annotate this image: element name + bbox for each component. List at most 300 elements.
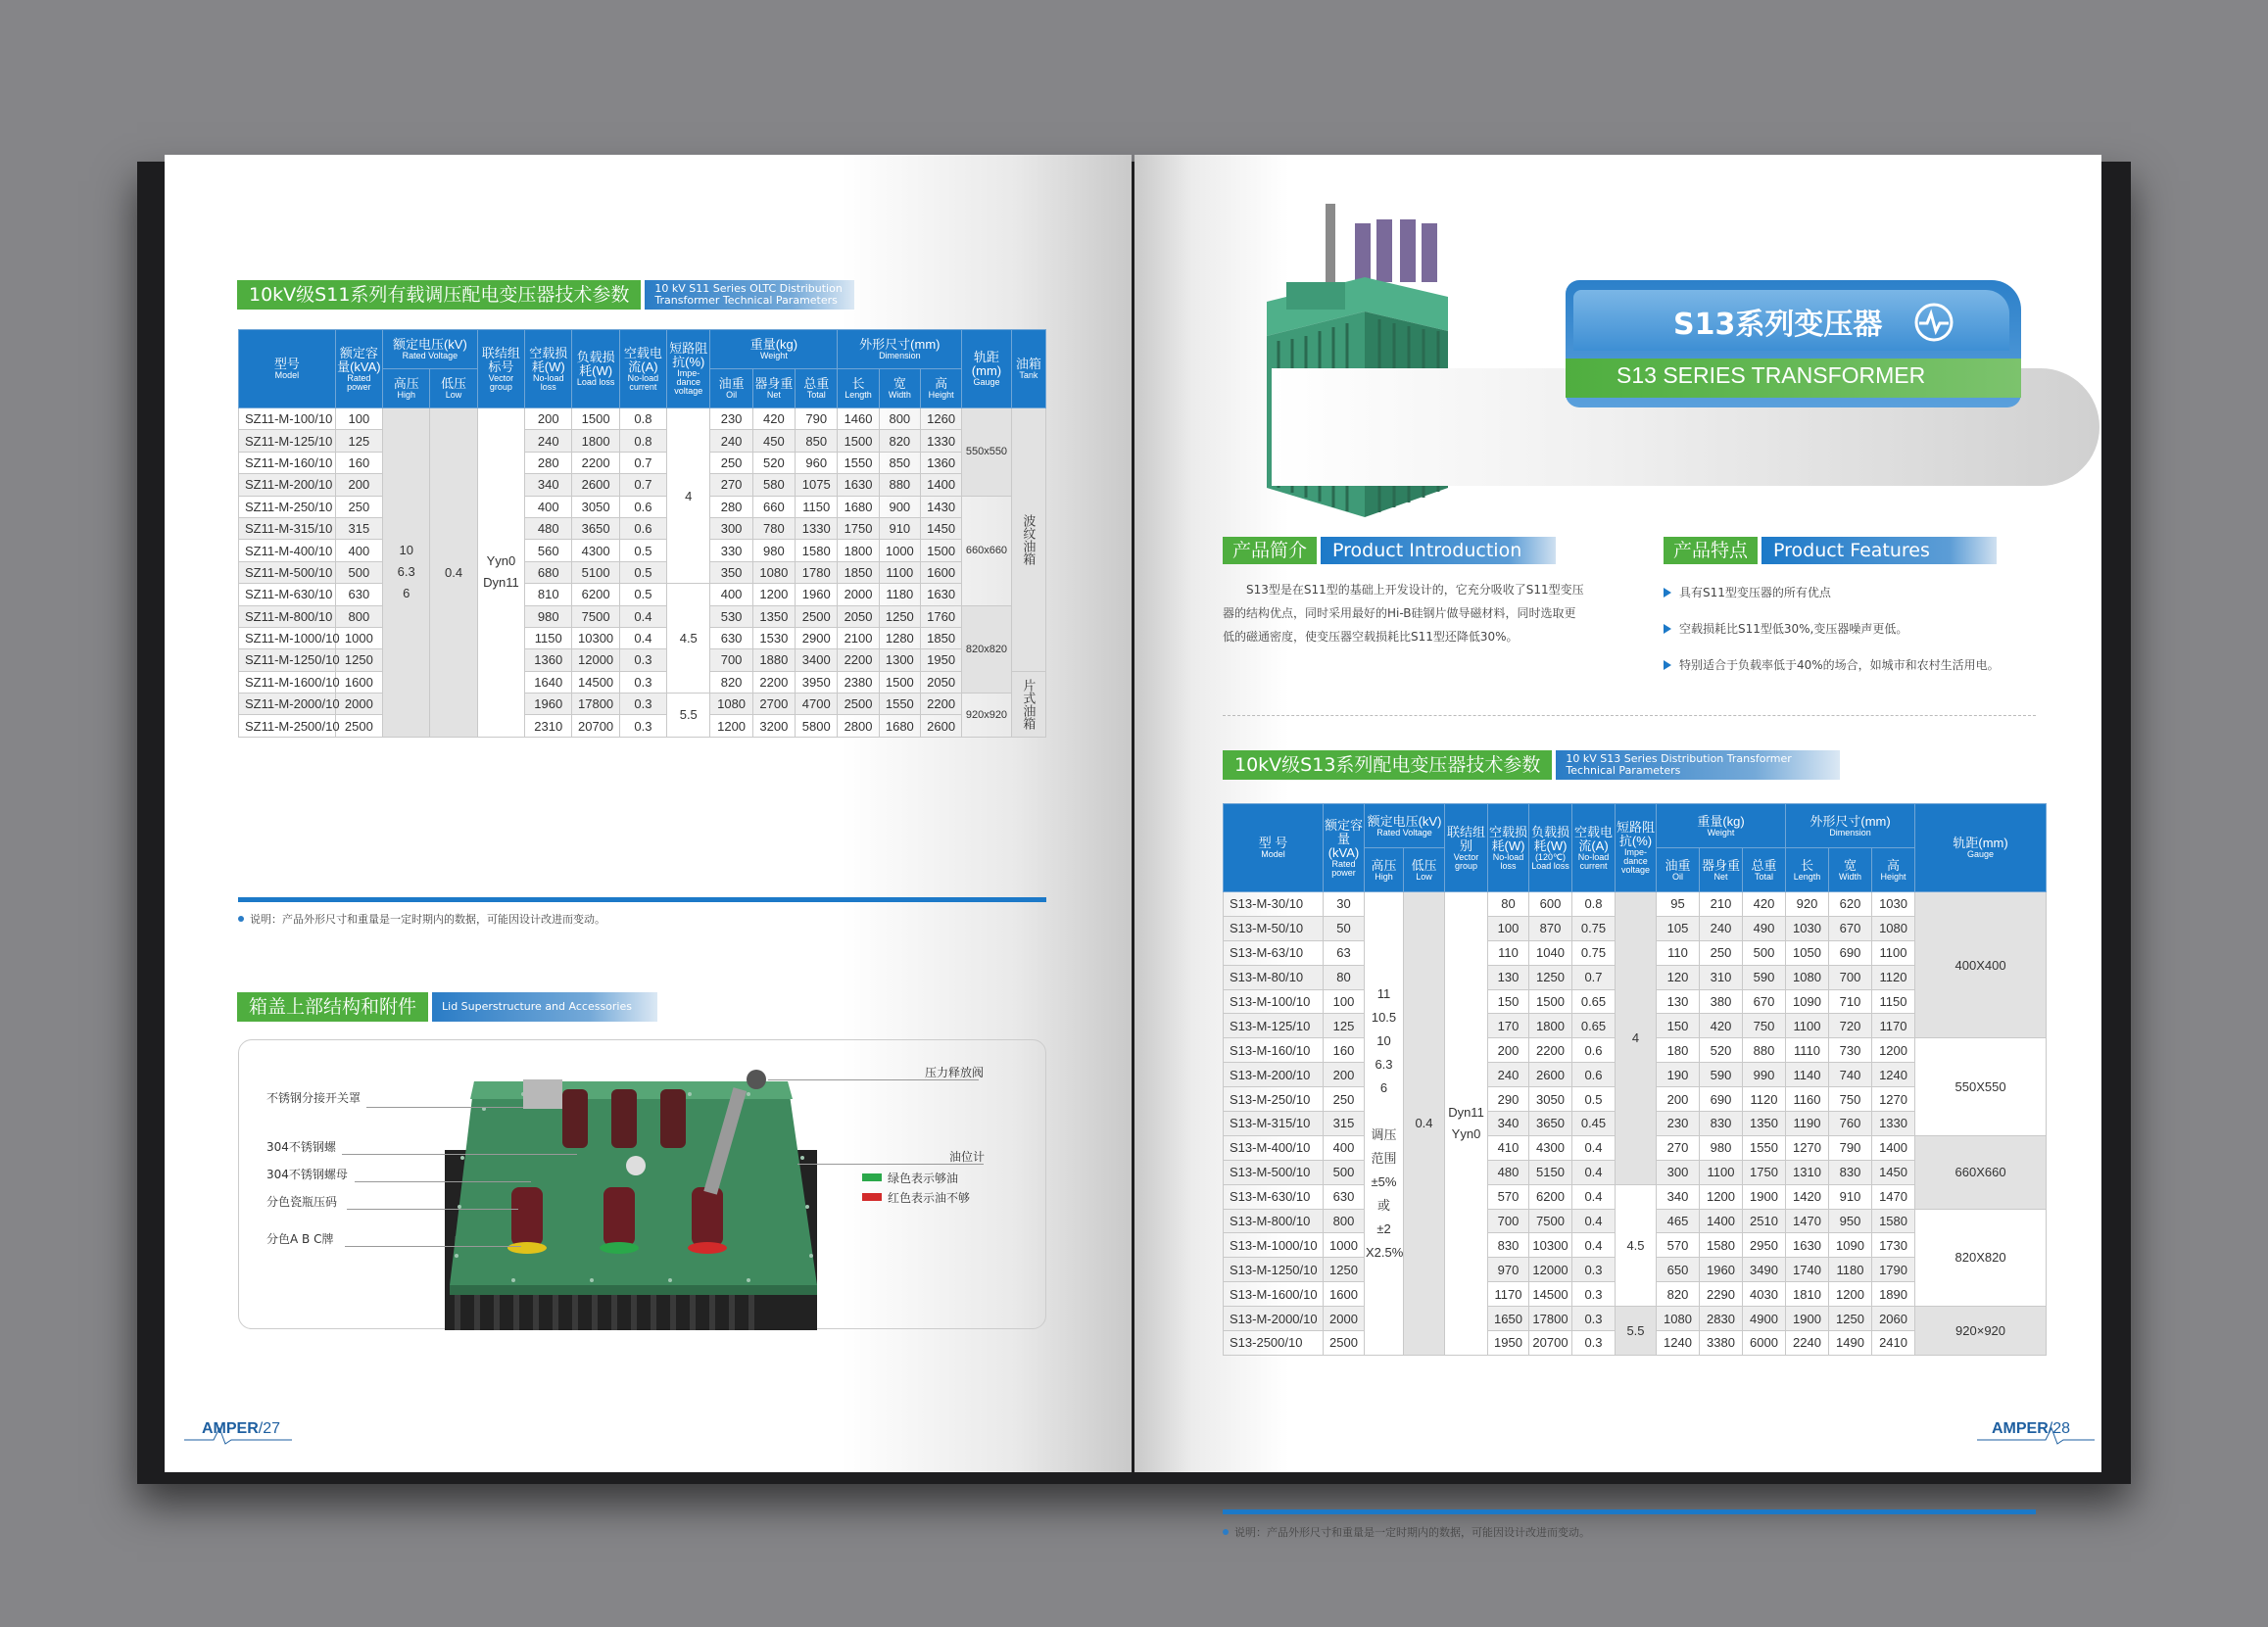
value-cell: 1450 (1872, 1160, 1915, 1184)
noload-current-cell: 0.3 (619, 715, 666, 737)
s11-h-gauge: 轨距(mm) Gauge (962, 330, 1011, 408)
capacity-cell: 800 (1324, 1209, 1365, 1233)
noload-loss-cell: 130 (1488, 965, 1529, 989)
s11-h-net: 器身重 Net (752, 369, 795, 408)
load-loss-cell: 1800 (572, 430, 619, 452)
capacity-cell: 250 (1324, 1087, 1365, 1112)
value-cell: 3950 (796, 671, 838, 693)
features-head (1664, 537, 1997, 564)
value-cell: 1280 (879, 627, 920, 648)
capacity-cell: 100 (1324, 989, 1365, 1014)
value-cell: 990 (1743, 1063, 1786, 1087)
s11-title-en: 10 kV S11 Series OLTC Distribution Transformer Technical Parameters (645, 280, 853, 310)
noload-current-cell: 0.6 (1572, 1038, 1616, 1063)
value-cell: 1300 (879, 649, 920, 671)
low-voltage-cell: 0.4 (1404, 892, 1445, 1356)
value-cell: 250 (710, 452, 752, 473)
capacity-cell: 800 (335, 605, 382, 627)
gauge-cell: 400X400 (1915, 892, 2047, 1038)
load-loss-cell: 2200 (1529, 1038, 1572, 1063)
s13-h-dimension: 外形尺寸(mm) Dimension (1786, 804, 1915, 848)
model-cell: SZ11-M-160/10 (239, 452, 336, 473)
value-cell: 1550 (1743, 1135, 1786, 1160)
noload-current-cell: 0.5 (619, 561, 666, 583)
tank-type-cell: 波纹油箱 (1011, 408, 1045, 672)
table-row (239, 540, 1046, 561)
table-row (239, 430, 1046, 452)
model-cell: S13-M-30/10 (1224, 892, 1324, 917)
label-oil-gauge: 油位计 (949, 1150, 986, 1164)
load-loss-cell: 2600 (1529, 1063, 1572, 1087)
impedance-cell: 4 (667, 408, 710, 584)
model-cell: SZ11-M-200/10 (239, 474, 336, 496)
capacity-cell: 125 (1324, 1014, 1365, 1038)
table-row (239, 517, 1046, 539)
capacity-cell: 200 (1324, 1063, 1365, 1087)
value-cell: 1470 (1786, 1209, 1829, 1233)
value-cell: 120 (1657, 965, 1700, 989)
value-cell: 820 (710, 671, 752, 693)
load-loss-cell: 2600 (572, 474, 619, 496)
gauge-cell: 920×920 (1915, 1307, 2047, 1356)
value-cell: 1400 (1700, 1209, 1743, 1233)
value-cell: 110 (1657, 940, 1700, 965)
model-cell: SZ11-M-250/10 (239, 496, 336, 517)
noload-loss-cell: 1150 (525, 627, 572, 648)
s13-h-oil: 油重 Oil (1657, 848, 1700, 892)
noload-loss-cell: 1170 (1488, 1282, 1529, 1307)
s11-h-high: 高压 High (383, 369, 430, 408)
label-nut304b: 304不锈钢螺母 (266, 1168, 348, 1181)
intro-head (1223, 537, 1556, 564)
gauge-cell: 920x920 (962, 694, 1011, 738)
value-cell: 2500 (838, 694, 879, 715)
s13-section-title (1223, 750, 1840, 780)
value-cell: 1240 (1657, 1331, 1700, 1356)
noload-current-cell: 0.3 (1572, 1307, 1616, 1331)
value-cell: 590 (1700, 1063, 1743, 1087)
value-cell: 620 (1829, 892, 1872, 917)
value-cell: 1680 (838, 496, 879, 517)
value-cell: 280 (710, 496, 752, 517)
noload-loss-cell: 240 (525, 430, 572, 452)
value-cell: 5800 (796, 715, 838, 737)
load-loss-cell: 10300 (572, 627, 619, 648)
noload-current-cell: 0.3 (1572, 1282, 1616, 1307)
s11-title-cn: 10kV级S11系列有载调压配电变压器技术参数 (237, 280, 641, 310)
value-cell: 1190 (1786, 1112, 1829, 1136)
gauge-cell: 660X660 (1915, 1135, 2047, 1209)
model-cell: S13-2500/10 (1224, 1331, 1324, 1356)
value-cell: 1530 (752, 627, 795, 648)
value-cell: 980 (752, 540, 795, 561)
table-row (239, 694, 1046, 715)
s11-h-current: 空载电流(A) No-load current (619, 330, 666, 408)
value-cell: 850 (879, 452, 920, 473)
capacity-cell: 30 (1324, 892, 1365, 917)
noload-current-cell: 0.45 (1572, 1112, 1616, 1136)
noload-loss-cell: 480 (1488, 1160, 1529, 1184)
capacity-cell: 500 (335, 561, 382, 583)
feature-item: 空载损耗比S11型低30%,变压器噪声更低。 (1664, 620, 1907, 637)
noload-current-cell: 0.6 (619, 517, 666, 539)
vector-group-cell: Yyn0 Dyn11 (477, 408, 524, 738)
capacity-cell: 50 (1324, 916, 1365, 940)
value-cell: 1750 (838, 517, 879, 539)
value-cell: 590 (1743, 965, 1786, 989)
load-loss-cell: 20700 (1529, 1331, 1572, 1356)
noload-current-cell: 0.3 (1572, 1258, 1616, 1282)
value-cell: 900 (879, 496, 920, 517)
noload-loss-cell: 80 (1488, 892, 1529, 917)
s13-h-vector: 联结组别 Vector group (1445, 804, 1488, 892)
value-cell: 1180 (879, 584, 920, 605)
s11-note-text: 说明：产品外形尺寸和重量是一定时期内的数据，可能因设计改进而变动。 (250, 913, 605, 926)
table-row (239, 671, 1046, 693)
footer-right (1992, 1420, 2070, 1438)
value-cell: 2050 (838, 605, 879, 627)
green-swatch (862, 1173, 882, 1181)
value-cell: 490 (1743, 916, 1786, 940)
value-cell: 1120 (1872, 965, 1915, 989)
value-cell: 830 (1700, 1112, 1743, 1136)
pulse-icon (1913, 302, 1954, 343)
noload-current-cell: 0.6 (619, 496, 666, 517)
red-swatch (862, 1193, 882, 1201)
noload-loss-cell: 1950 (1488, 1331, 1529, 1356)
value-cell: 1200 (710, 715, 752, 737)
value-cell: 950 (1829, 1209, 1872, 1233)
capacity-cell: 1250 (1324, 1258, 1365, 1282)
model-cell: SZ11-M-1250/10 (239, 649, 336, 671)
value-cell: 500 (1743, 940, 1786, 965)
value-cell: 1270 (1872, 1087, 1915, 1112)
model-cell: SZ11-M-400/10 (239, 540, 336, 561)
noload-current-cell: 0.3 (619, 694, 666, 715)
intro-paragraph: S13型是在S11型的基础上开发设计的，它充分吸收了S11型变压器的结构优点，同时采用最好的Hi-B硅钢片做导磁材料，同时选取更低的磁通密度，使变压器空载损耗比S11型还降低30%。 (1223, 583, 1584, 644)
noload-loss-cell: 1360 (525, 649, 572, 671)
value-cell: 420 (1700, 1014, 1743, 1038)
value-cell: 2200 (920, 694, 961, 715)
noload-loss-cell: 480 (525, 517, 572, 539)
value-cell: 1250 (879, 605, 920, 627)
value-cell: 350 (710, 561, 752, 583)
bullet-triangle-icon (1664, 588, 1671, 598)
value-cell: 1030 (1786, 916, 1829, 940)
noload-loss-cell: 1960 (525, 694, 572, 715)
value-cell: 1090 (1829, 1233, 1872, 1258)
capacity-cell: 500 (1324, 1160, 1365, 1184)
s13-h-impedance: 短路阻抗(%) Impe- dance voltage (1616, 804, 1657, 892)
value-cell: 1580 (1872, 1209, 1915, 1233)
value-cell: 1630 (920, 584, 961, 605)
table-row (239, 715, 1046, 737)
value-cell: 300 (1657, 1160, 1700, 1184)
load-loss-cell: 1500 (572, 408, 619, 430)
leader-line (347, 1209, 518, 1210)
value-cell: 130 (1657, 989, 1700, 1014)
leader-line (768, 1079, 979, 1080)
value-cell: 670 (1743, 989, 1786, 1014)
value-cell: 6000 (1743, 1331, 1786, 1356)
value-cell: 790 (1829, 1135, 1872, 1160)
s11-h-tank: 油箱 Tank (1011, 330, 1045, 408)
s13-title-banner (1566, 280, 2099, 486)
value-cell: 200 (1657, 1087, 1700, 1112)
model-cell: S13-M-2000/10 (1224, 1307, 1324, 1331)
label-green: 绿色表示够油 (888, 1172, 959, 1185)
model-cell: S13-M-160/10 (1224, 1038, 1324, 1063)
value-cell: 1630 (1786, 1233, 1829, 1258)
value-cell: 1430 (920, 496, 961, 517)
noload-loss-cell: 700 (1488, 1209, 1529, 1233)
bullet-triangle-icon (1664, 624, 1671, 634)
value-cell: 880 (879, 474, 920, 496)
value-cell: 2000 (838, 584, 879, 605)
value-cell: 1790 (1872, 1258, 1915, 1282)
value-cell: 1490 (1829, 1331, 1872, 1356)
model-cell: SZ11-M-2000/10 (239, 694, 336, 715)
s13-title-en: 10 kV S13 Series Distribution Transformer Technical Parameters (1556, 750, 1840, 780)
value-cell: 1200 (1700, 1184, 1743, 1209)
model-cell: S13-M-250/10 (1224, 1087, 1324, 1112)
capacity-cell: 1250 (335, 649, 382, 671)
value-cell: 1600 (920, 561, 961, 583)
value-cell: 1730 (1872, 1233, 1915, 1258)
lid-title-en: Lid Superstructure and Accessories (432, 992, 657, 1022)
value-cell: 700 (710, 649, 752, 671)
load-loss-cell: 4300 (1529, 1135, 1572, 1160)
value-cell: 720 (1829, 1014, 1872, 1038)
left-page (165, 155, 1132, 1472)
value-cell: 1150 (1872, 989, 1915, 1014)
bullet-triangle-icon (1664, 660, 1671, 670)
s13-table-bottom-rule (1223, 1509, 2036, 1514)
noload-loss-cell: 2310 (525, 715, 572, 737)
value-cell: 700 (1829, 965, 1872, 989)
load-loss-cell: 2200 (572, 452, 619, 473)
s13-h-length: 长 Length (1786, 848, 1829, 892)
footer-page-number: /28 (2048, 1420, 2071, 1437)
noload-loss-cell: 100 (1488, 916, 1529, 940)
intro-head-en: Product Introduction (1321, 537, 1556, 564)
value-cell: 910 (879, 517, 920, 539)
gauge-cell: 820x820 (962, 605, 1011, 694)
value-cell: 710 (1829, 989, 1872, 1014)
load-loss-cell: 5100 (572, 561, 619, 583)
load-loss-cell: 7500 (1529, 1209, 1572, 1233)
value-cell: 820 (1657, 1282, 1700, 1307)
value-cell: 1460 (838, 408, 879, 430)
noload-current-cell: 0.8 (619, 430, 666, 452)
leader-line (355, 1181, 531, 1182)
s11-h-capacity: 额定容量(kVA) Rated power (335, 330, 382, 408)
feature-item: 特别适合于负载率低于40%的场合，如城市和农村生活用电。 (1664, 656, 2000, 673)
noload-loss-cell: 200 (1488, 1038, 1529, 1063)
s11-table-bottom-rule (238, 897, 1046, 902)
table-row (239, 474, 1046, 496)
value-cell: 1350 (1743, 1112, 1786, 1136)
capacity-cell: 160 (335, 452, 382, 473)
noload-current-cell: 0.7 (1572, 965, 1616, 989)
value-cell: 2830 (1700, 1307, 1743, 1331)
value-cell: 2050 (920, 671, 961, 693)
noload-current-cell: 0.8 (1572, 892, 1616, 917)
noload-loss-cell: 200 (525, 408, 572, 430)
low-voltage-cell: 0.4 (430, 408, 477, 738)
s11-section-title (237, 280, 854, 310)
noload-current-cell: 0.75 (1572, 940, 1616, 965)
capacity-cell: 400 (1324, 1135, 1365, 1160)
capacity-cell: 63 (1324, 940, 1365, 965)
load-loss-cell: 1800 (1529, 1014, 1572, 1038)
value-cell: 420 (752, 408, 795, 430)
s11-h-length: 长 Length (838, 369, 879, 408)
value-cell: 2410 (1872, 1331, 1915, 1356)
capacity-cell: 315 (1324, 1112, 1365, 1136)
model-cell: S13-M-400/10 (1224, 1135, 1324, 1160)
value-cell: 1050 (1786, 940, 1829, 965)
s11-spec-table (238, 329, 1046, 738)
model-cell: SZ11-M-1000/10 (239, 627, 336, 648)
noload-loss-cell: 150 (1488, 989, 1529, 1014)
noload-loss-cell: 810 (525, 584, 572, 605)
lid-title-cn: 箱盖上部结构和附件 (237, 992, 428, 1022)
load-loss-cell: 4300 (572, 540, 619, 561)
vector-group-cell: Dyn11 Yyn0 (1445, 892, 1488, 1356)
impedance-cell: 5.5 (667, 694, 710, 738)
capacity-cell: 250 (335, 496, 382, 517)
load-loss-cell: 3050 (572, 496, 619, 517)
noload-loss-cell: 410 (1488, 1135, 1529, 1160)
value-cell: 270 (1657, 1135, 1700, 1160)
s11-h-dimension: 外形尺寸(mm) Dimension (838, 330, 962, 369)
load-loss-cell: 20700 (572, 715, 619, 737)
features-head-cn: 产品特点 (1664, 537, 1758, 564)
s11-h-noload: 空载损耗(W) No-load loss (525, 330, 572, 408)
value-cell: 1200 (752, 584, 795, 605)
s13-h-weight: 重量(kg) Weight (1657, 804, 1786, 848)
value-cell: 105 (1657, 916, 1700, 940)
noload-loss-cell: 400 (525, 496, 572, 517)
s13-h-noload: 空载损耗(W) No-load loss (1488, 804, 1529, 892)
value-cell: 1550 (879, 694, 920, 715)
value-cell: 1500 (920, 540, 961, 561)
s13-h-low: 低压 Low (1404, 848, 1445, 892)
value-cell: 1120 (1743, 1087, 1786, 1112)
value-cell: 1580 (1700, 1233, 1743, 1258)
leader-line (797, 1164, 984, 1165)
noload-current-cell: 0.4 (619, 605, 666, 627)
value-cell: 760 (1829, 1112, 1872, 1136)
s13-h-net: 器身重 Net (1700, 848, 1743, 892)
s13-h-high: 高压 High (1365, 848, 1404, 892)
value-cell: 400 (710, 584, 752, 605)
value-cell: 2950 (1743, 1233, 1786, 1258)
value-cell: 1780 (796, 561, 838, 583)
value-cell: 1680 (879, 715, 920, 737)
s11-h-weight: 重量(kg) Weight (710, 330, 838, 369)
value-cell: 830 (1829, 1160, 1872, 1184)
model-cell: SZ11-M-800/10 (239, 605, 336, 627)
value-cell: 1400 (1872, 1135, 1915, 1160)
model-cell: SZ11-M-100/10 (239, 408, 336, 430)
value-cell: 1580 (796, 540, 838, 561)
value-cell: 730 (1829, 1038, 1872, 1063)
value-cell: 1180 (1829, 1258, 1872, 1282)
label-red: 红色表示油不够 (888, 1191, 971, 1205)
value-cell: 1100 (1786, 1014, 1829, 1038)
value-cell: 1250 (1829, 1307, 1872, 1331)
s13-title-cn: 10kV级S13系列配电变压器技术参数 (1223, 750, 1552, 780)
load-loss-cell: 14500 (1529, 1282, 1572, 1307)
value-cell: 750 (1743, 1014, 1786, 1038)
value-cell: 1750 (1743, 1160, 1786, 1184)
value-cell: 1330 (796, 517, 838, 539)
table-row (239, 496, 1046, 517)
high-voltage-cell: 10 6.3 6 (383, 408, 430, 738)
noload-current-cell: 0.5 (619, 584, 666, 605)
model-cell: SZ11-M-2500/10 (239, 715, 336, 737)
capacity-cell: 2000 (335, 694, 382, 715)
value-cell: 2060 (1872, 1307, 1915, 1331)
noload-loss-cell: 340 (525, 474, 572, 496)
value-cell: 520 (752, 452, 795, 473)
label-relief-valve: 压力释放阀 (925, 1066, 985, 1079)
value-cell: 230 (710, 408, 752, 430)
table-row (239, 408, 1046, 430)
value-cell: 1810 (1786, 1282, 1829, 1307)
table-row (1224, 892, 2047, 917)
value-cell: 650 (1657, 1258, 1700, 1282)
capacity-cell: 400 (335, 540, 382, 561)
impedance-cell: 5.5 (1616, 1307, 1657, 1356)
noload-loss-cell: 340 (1488, 1112, 1529, 1136)
value-cell: 660 (752, 496, 795, 517)
value-cell: 690 (1700, 1087, 1743, 1112)
value-cell: 1470 (1872, 1184, 1915, 1209)
capacity-cell: 1600 (335, 671, 382, 693)
s11-h-voltage: 额定电压(kV) Rated Voltage (383, 330, 478, 369)
noload-loss-cell: 240 (1488, 1063, 1529, 1087)
s13-h-total: 总重 Total (1743, 848, 1786, 892)
value-cell: 150 (1657, 1014, 1700, 1038)
value-cell: 2510 (1743, 1209, 1786, 1233)
load-loss-cell: 1250 (1529, 965, 1572, 989)
noload-current-cell: 0.8 (619, 408, 666, 430)
value-cell: 580 (752, 474, 795, 496)
value-cell: 1330 (1872, 1112, 1915, 1136)
capacity-cell: 160 (1324, 1038, 1365, 1063)
s13-h-voltage: 额定电压(kV) Rated Voltage (1365, 804, 1445, 848)
value-cell: 2700 (752, 694, 795, 715)
model-cell: S13-M-200/10 (1224, 1063, 1324, 1087)
s13-spec-table (1223, 803, 2047, 1356)
value-cell: 2800 (838, 715, 879, 737)
value-cell: 4700 (796, 694, 838, 715)
gauge-cell: 550X550 (1915, 1038, 2047, 1136)
noload-loss-cell: 570 (1488, 1184, 1529, 1209)
noload-current-cell: 0.75 (1572, 916, 1616, 940)
value-cell: 1100 (1700, 1160, 1743, 1184)
value-cell: 270 (710, 474, 752, 496)
value-cell: 1950 (920, 649, 961, 671)
value-cell: 1500 (838, 430, 879, 452)
value-cell: 1200 (1872, 1038, 1915, 1063)
right-page (1134, 155, 2101, 1539)
value-cell: 465 (1657, 1209, 1700, 1233)
table-row (239, 627, 1046, 648)
